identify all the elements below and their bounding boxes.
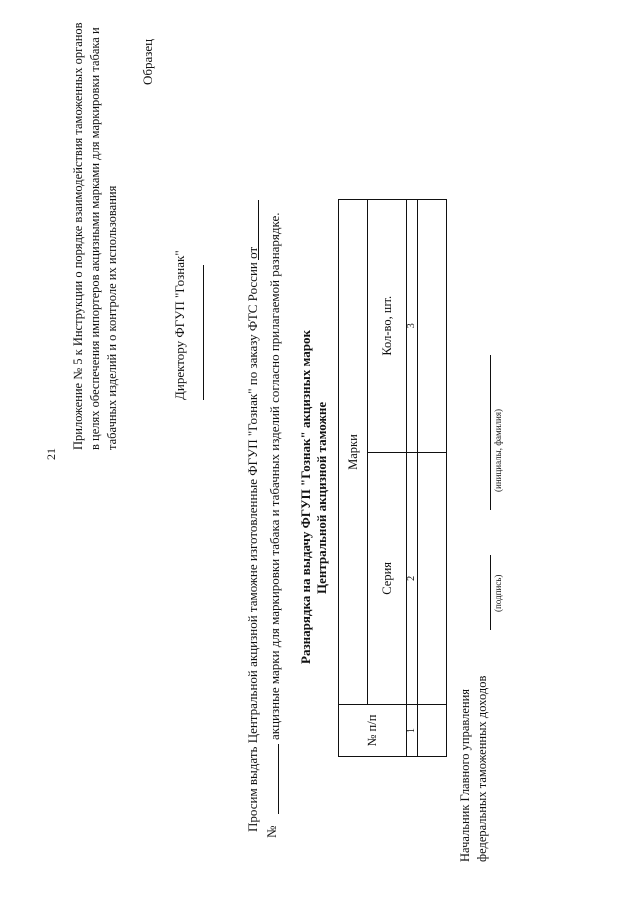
- qty-header: Кол-во, шт.: [368, 200, 407, 453]
- col-index-2: 2: [407, 452, 418, 705]
- request-text-line-2: акцизные марки для маркировки табака и табачных изделий согласно прилагаемой разнарядке.: [267, 212, 282, 740]
- allocation-heading: Разнарядка на выдачу ФГУП "Гознак" акцизных марок: [298, 329, 313, 664]
- marks-header: Марки: [339, 200, 368, 705]
- signer-role-line-1: Начальник Главного управления: [458, 688, 472, 862]
- page-number: 21: [44, 448, 58, 460]
- initials-line: [490, 355, 491, 510]
- date-fill-line: [258, 200, 259, 260]
- table-index-row: [407, 200, 418, 757]
- col-index-1: 1: [407, 705, 418, 757]
- allocation-subheading: Центральной акцизной таможне: [314, 401, 329, 594]
- request-text-line-1: Просим выдать Центральной акцизной таможне изготовленные ФГУП "Гознак" по заказу ФТС России от: [245, 246, 260, 832]
- table-cell: [418, 452, 447, 705]
- marks-table: [338, 199, 447, 757]
- appendix-note: Приложение № 5 к Инструкции о порядке взаимодействия таможенных органов в целях обеспечения импортеров акцизными марками для маркировки табака и табачных изделий и о контроле их использования: [71, 22, 119, 450]
- table-row: [418, 200, 447, 757]
- table-cell: [418, 705, 447, 757]
- addressee-line: [203, 265, 204, 400]
- signature-caption: (подпись): [493, 574, 503, 612]
- signature-line: [490, 555, 491, 630]
- sample-label: Образец: [140, 38, 155, 85]
- table-subheader-row: [368, 200, 407, 757]
- signer-role-line-2: федеральных таможенных доходов: [475, 675, 489, 862]
- table-header-row: [339, 200, 368, 757]
- number-fill-line: [278, 744, 279, 814]
- number-sign: №: [264, 825, 279, 838]
- initials-caption: (инициалы, фамилия): [493, 409, 503, 492]
- col-no-header: № п/п: [339, 705, 407, 757]
- table-cell: [418, 200, 447, 453]
- addressee: Директору ФГУП "Гознак": [172, 250, 187, 400]
- series-header: Серия: [368, 452, 407, 705]
- col-index-3: 3: [407, 200, 418, 453]
